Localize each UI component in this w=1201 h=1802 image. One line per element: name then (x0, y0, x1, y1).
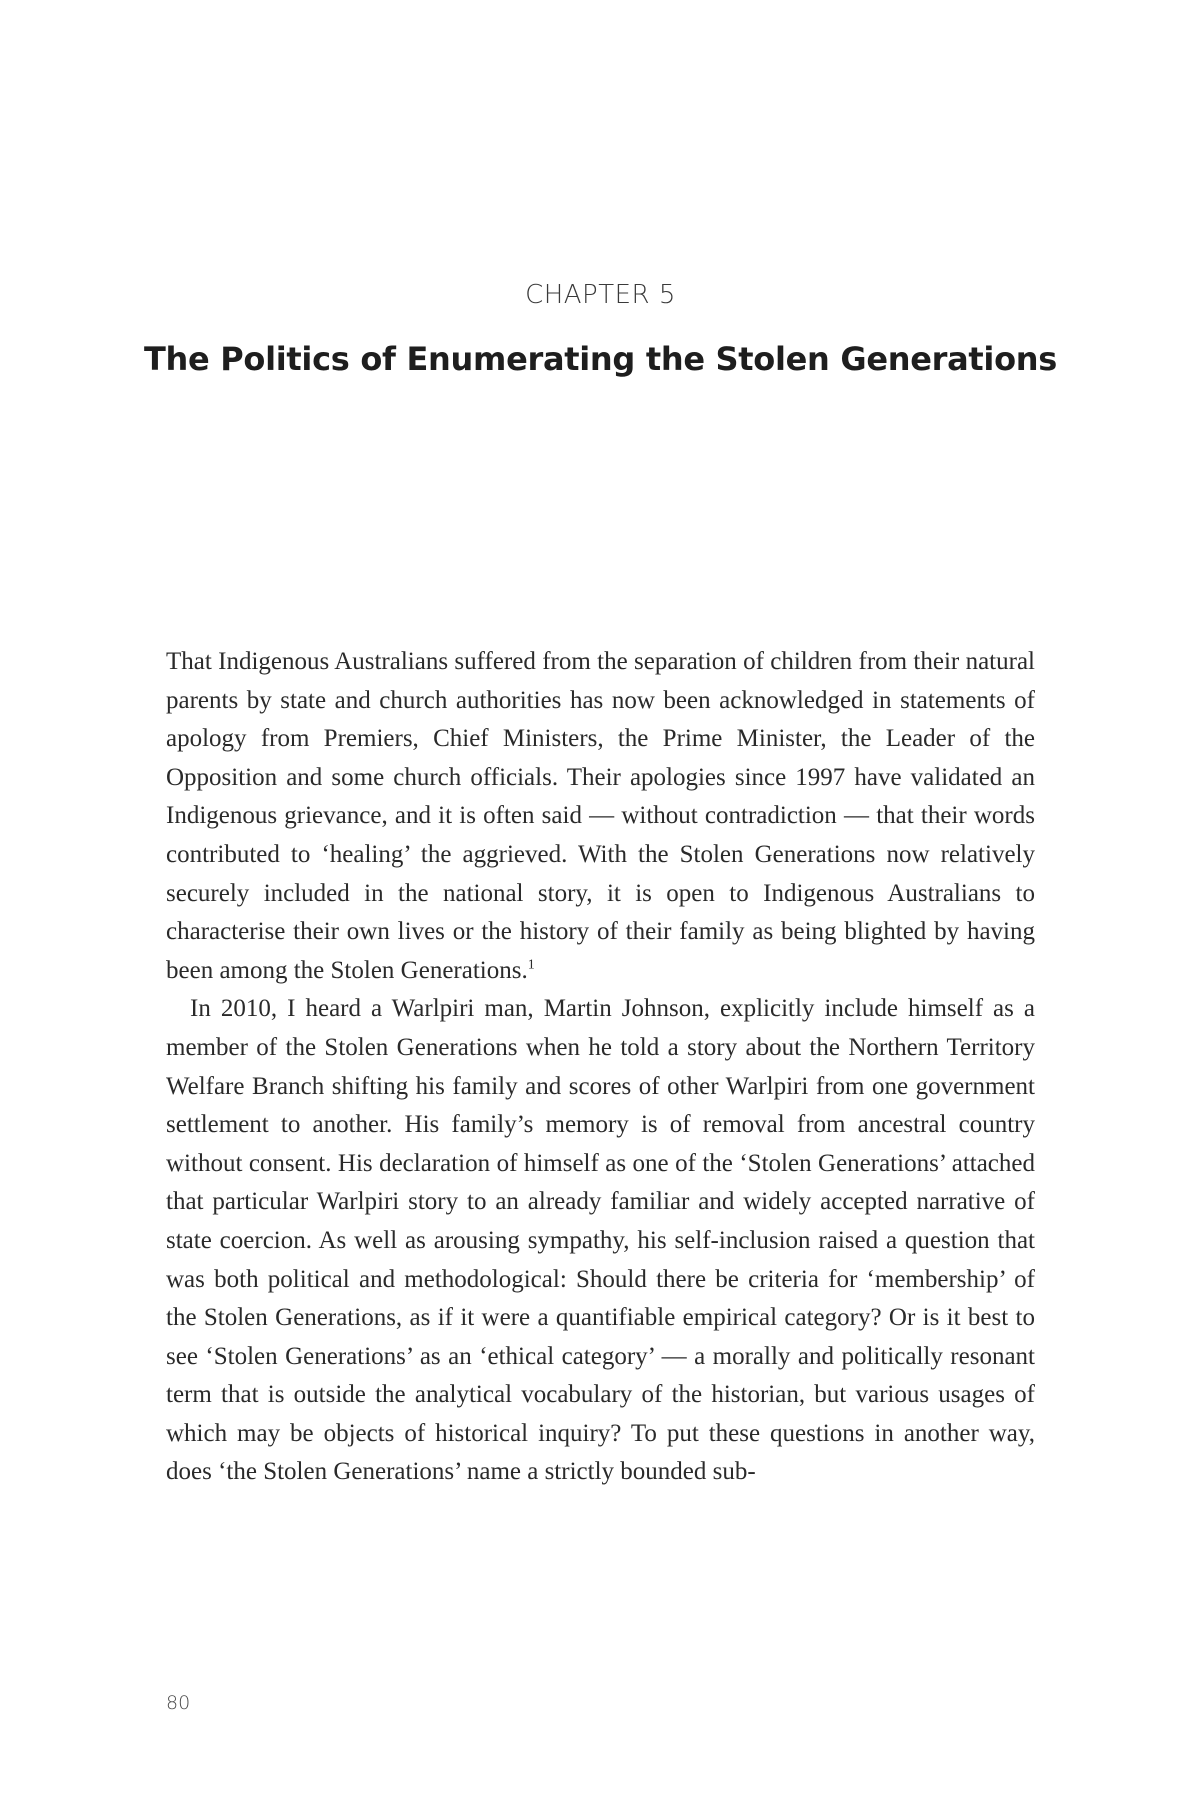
paragraph-1 (166, 643, 1035, 990)
page-number: 80 (166, 1692, 191, 1714)
chapter-title: The Politics of Enumerating the Stolen Generations (144, 340, 1057, 378)
paragraph-1-text: That Indigenous Australians suffered from the separation of children from their natural parents by state and church authorities has now been acknowledged in statements of apology from Premiers, Chief Ministers, the Prime Minister, the Leader of the Opposition and some church officials. Their apologies since 1997 have validated an Indigenous grievance, and it is often said — without contradiction — that their words contributed to ‘healing’ the aggrieved. With the Stolen Generations now relatively securely included in the national story, it is open to Indigenous Australians to characterise their own lives or the history of their family as being blighted by having been among the Stolen Generations. (166, 648, 1035, 984)
footnote-reference[interactable]: 1 (527, 957, 535, 973)
body-text (166, 643, 1035, 1492)
paragraph-2: In 2010, I heard a Warlpiri man, Martin Johnson, explicitly include himself as a member of the Stolen Generations when he told a story about the Northern Territory Welfare Branch shifting his family and scores of other Warlpiri from one government settlement to another. His family’s memory is of removal from ancestral country without consent. His declaration of himself as one of the ‘Stolen Generations’ attached that particular Warlpiri story to an already familiar and widely accepted narrative of state coercion. As well as arousing sympathy, his self-inclusion raised a question that was both political and methodological: Should there be criteria for ‘membership’ of the Stolen Generations, as if it were a quantifiable empirical category? Or is it best to see ‘Stolen Generations’ as an ‘ethical category’ — a morally and politically resonant term that is outside the analytical vocabulary of the historian, but various usages of which may be objects of historical inquiry? To put these questions in another way, does ‘the Stolen Generations’ name a strictly bounded sub- (166, 995, 1035, 1486)
chapter-label: CHAPTER 5 (525, 280, 676, 310)
